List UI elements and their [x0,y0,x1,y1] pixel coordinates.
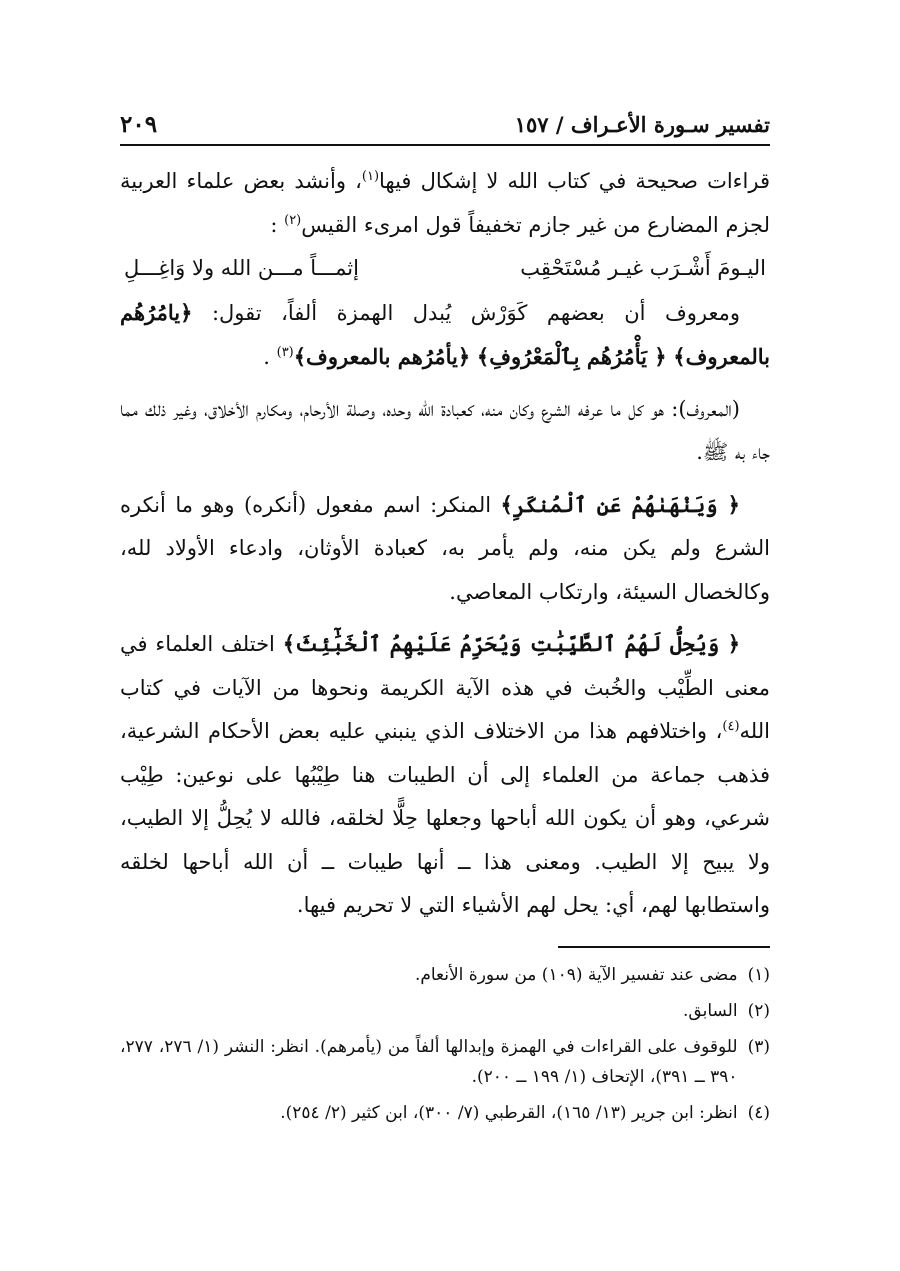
footnote-ref-1[interactable]: (١) [361,169,380,184]
verse-first-hemistich: اليـومَ أَشْـرَب غيـر مُسْتَحْقِب [520,256,766,280]
page [120,108,770,1134]
paragraph-1: قراءات صحيحة في كتاب الله لا إشكال فيها$^{(١)}$، وأنشد بعض علماء العربية لجزم المضارع من غير جازم تخفيفاً قول امرىء القيس$^{(٢)}$ : [120,169,771,237]
footnote-4: (٤) انظر: ابن جرير (١٣/ ١٦٥)، القرطبي (٧/ ٣٠٠)، ابن كثير (٢/ ٢٥٤). [280,1102,770,1123]
footnote-ref-4[interactable]: (٤) [722,719,740,734]
footnote-ref-2[interactable]: (٢) [284,212,302,228]
quran-reading-2: ﴿ يَأْمُرُهُم بِٱلْمَعْرُوفِ﴾ [476,344,667,369]
running-head [120,108,770,146]
quran-verse-tayyibat: ﴿ وَيُحِلُّ لَهُمُ ٱلطَّيِّبَٰتِ وَيُحَرِّمُ عَلَيْهِمُ ٱلْخَبَٰٓئِثَ﴾ [282,631,740,656]
quran-reading-3: ﴿يأمُرُهم بالمعروف﴾ [293,344,471,369]
quran-reading-1: ﴿يامُرُهُم بالمعروف﴾ [120,299,770,369]
body-text [120,160,770,928]
paragraph-5: ﴿ وَيُحِلُّ لَهُمُ ٱلطَّيِّبَٰتِ وَيُحَرِّمُ عَلَيْهِمُ ٱلْخَبَٰٓئِثَ﴾ اختلف العلماء في معنى الطِّيْب والخُبث في هذه الآية الكريمة ونحوها من الآيات في كتاب الله$^{(٤)}$، واختلافهم هذا من الاختلاف الذي ينبني عليه بعض الأحكام الشرعية، فذهب جماعة من العلماء إلى أن الطيبات هنا طِيْبُها على نوعين: طِيْب شرعي، وهو أن يكون الله أباحها وجعلها حِلًّا لخلقه، فالله لا يُحِلُّ إلا الطيب، ولا يبيح إلا الطيب. ومعنى هذا ــ أنها طيبات ــ أن الله أباحها لخلقه واستطابها لهم، أي: يحل لهم الأشياء التي لا تحريم فيها. [120,631,770,917]
header-title: تفسير سـورة الأعـراف / ١٥٧ [514,112,770,137]
footnote-ref-3[interactable]: (٣) [276,345,294,360]
page-number: ٢٠٩ [120,111,158,138]
paragraph-2: ومعروف أن بعضهم كَوَرْش يُبدل الهمزة ألفاً، تقول: ﴿يامُرُهُم بالمعروف﴾ ﴿ يَأْمُرُهُم بِٱلْمَعْرُوفِ﴾ ﴿يأمُرُهم بالمعروف﴾$^{(٣)}$ . [120,299,770,369]
quran-verse-munkar: ﴿ وَيَنْهَىٰهُمْ عَنِ ٱلْمُنكَرِ﴾ [500,491,740,517]
footnote-1: (١) مضى عند تفسير الآية (١٠٩) من سورة الأنعام. [414,964,770,985]
verse-second-hemistich: إثمـــاً مـــن الله ولا وَاغِـــلِ [124,256,359,280]
footnote-3: (٣) للوقوف على القراءات في الهمزة وإبدالها ألفاً من (يأمرهم). انظر: النشر (١/ ٢٧٦، ٢٧٧، ٣٩٠ ــ ٣٩١)، الإتحاف (١/ ١٩٩ ــ ٢٠٠). [120,1036,770,1087]
footnotes [120,960,770,1128]
footnote-separator [558,946,770,948]
footnote-2: (٢) السابق. [683,1000,770,1021]
paragraph-3: (المعروف): هو كل ما عرفه الشرع وكان منه، كعبادة الله وحده، وصلة الأرحام، ومكارم الأخلاق، وغير ذلك مما جاء به ﷺ. [120,396,770,464]
poetry-verse [120,247,770,291]
paragraph-4: ﴿ وَيَنْهَىٰهُمْ عَنِ ٱلْمُنكَرِ﴾ المنكر: اسم مفعول (أنكره) وهو ما أنكره الشرع ولم يكن منه، ولم يأمر به، كعبادة الأوثان، وادعاء الأولاد لله، وكالخصال السيئة، وارتكاب المعاصي. [120,491,770,604]
